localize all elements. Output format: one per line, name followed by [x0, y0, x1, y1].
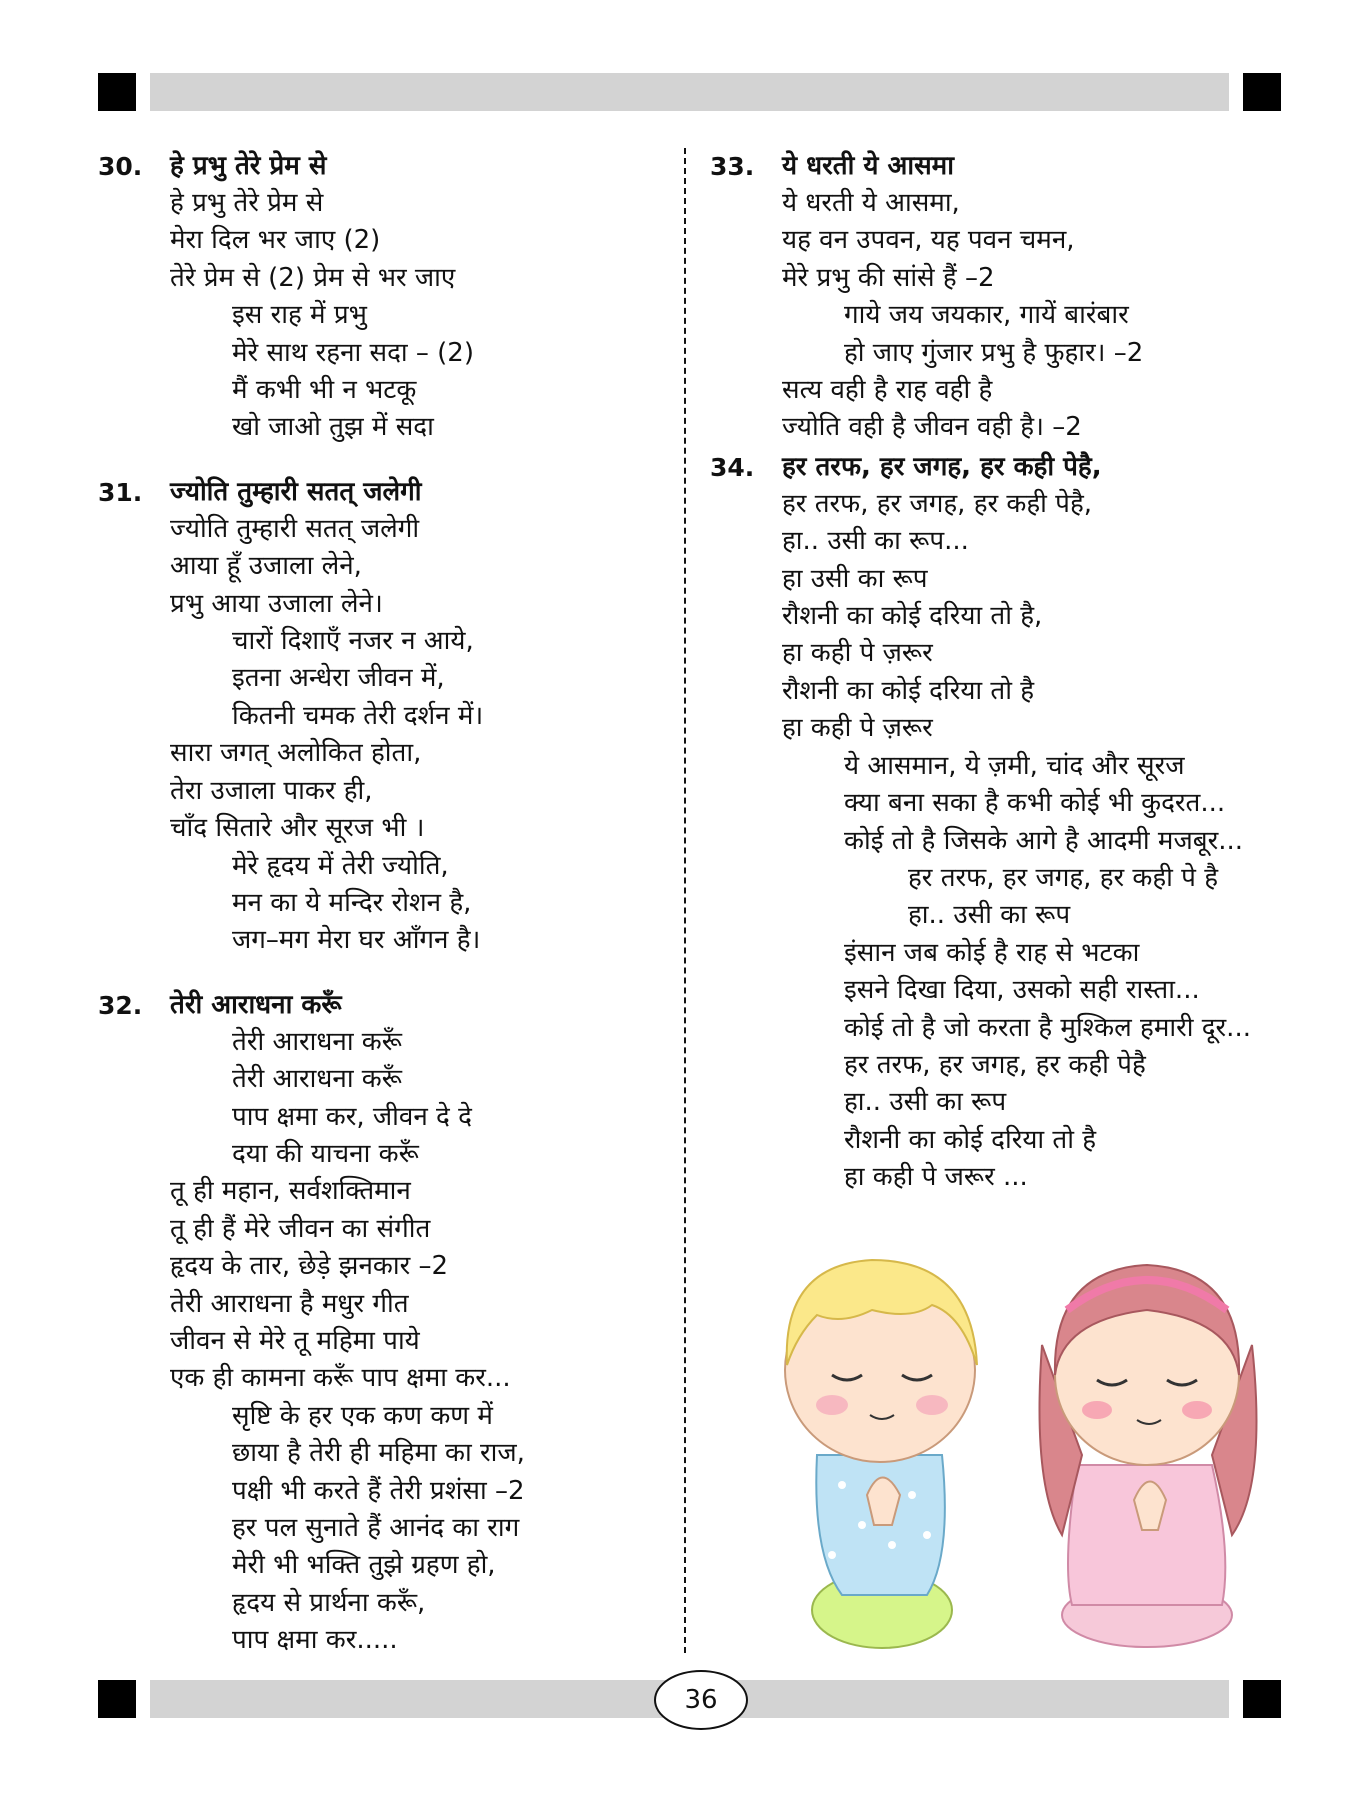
- lyric-line: हो जाए गुंजार प्रभु है फुहार। –2: [844, 337, 1144, 368]
- lyric-line: हा कही पे ज़रूर: [782, 713, 933, 744]
- lyric-line: जीवन से मेरे तू महिमा पाये: [170, 1325, 420, 1356]
- lyric-line: ये धरती ये आसमा,: [782, 188, 960, 218]
- song-33: [710, 148, 1280, 447]
- lyric-line: एक ही कामना करूँ पाप क्षमा कर...: [170, 1363, 511, 1394]
- song-title: तेरी आराधना करूँ: [170, 989, 342, 1020]
- praying-boy-figure: [785, 1260, 977, 1648]
- praying-girl-figure: [1040, 1265, 1257, 1647]
- footer-right-square: [1243, 1680, 1281, 1718]
- lyric-line: चाँद सितारे और सूरज भी ।: [170, 813, 425, 844]
- song-title: ये धरती ये आसमा: [782, 151, 954, 181]
- praying-children-illustration: [762, 1225, 1282, 1655]
- lyric-line: हर तरफ, हर जगह, हर कही पेहै: [844, 1049, 1146, 1080]
- lyric-line: हृदय से प्रार्थना करूँ,: [232, 1587, 426, 1618]
- lyric-line: हा.. उसी का रूप: [844, 1087, 1007, 1118]
- footer-left-square: [98, 1680, 136, 1718]
- lyric-line: ये आसमान, ये ज़मी, चांद और सूरज: [844, 750, 1185, 781]
- song-lyrics: [170, 511, 668, 960]
- lyric-line: तेरे प्रेम से (2) प्रेम से भर जाए: [170, 262, 456, 293]
- lyric-line: कोई तो है जिसके आगे है आदमी मजबूर...: [844, 825, 1244, 856]
- song-34: [710, 449, 1280, 1197]
- lyric-line: इस राह में प्रभु: [232, 300, 367, 331]
- song-30: [98, 148, 668, 447]
- song-lyrics: [782, 486, 1280, 1197]
- lyric-line: जग–मग मेरा घर आँगन है।: [232, 925, 481, 956]
- song-number: 30.: [98, 152, 143, 181]
- lyric-line: हा कही पे जरूर ...: [844, 1162, 1028, 1193]
- lyric-line: आया हूँ उजाला लेने,: [170, 551, 362, 582]
- lyric-line: पाप क्षमा कर.....: [232, 1625, 398, 1656]
- lyric-line: मेरे प्रभु की सांसे हैं –2: [782, 262, 995, 293]
- lyric-line: मैं कभी भी न भटकू: [232, 375, 417, 406]
- song-number: 32.: [98, 990, 143, 1020]
- lyric-line: तेरी आराधना है मधुर गीत: [170, 1288, 409, 1319]
- lyric-line: मेरी भी भक्ति तुझे ग्रहण हो,: [232, 1550, 496, 1581]
- lyric-line: इतना अन्धेरा जीवन में,: [232, 663, 445, 694]
- lyric-line: मन का ये मन्दिर रोशन है,: [232, 887, 472, 918]
- song-lyrics: [170, 1024, 668, 1660]
- lyric-line: रौशनी का कोई दरिया तो है: [844, 1124, 1097, 1155]
- lyric-line: ज्योति तुम्हारी सतत् जलेगी: [170, 513, 420, 544]
- lyric-line: हर पल सुनाते हैं आनंद का राग: [232, 1513, 520, 1543]
- lyric-line: सृष्टि के हर एक कण कण में: [232, 1400, 493, 1431]
- lyric-line: रौशनी का कोई दरिया तो है: [782, 675, 1035, 706]
- lyric-line: गाये जय जयकार, गायें बारंबार: [844, 300, 1129, 331]
- lyric-line: रौशनी का कोई दरिया तो है,: [782, 601, 1043, 632]
- lyric-line: पक्षी भी करते हैं तेरी प्रशंसा –2: [232, 1475, 525, 1506]
- header-left-square: [98, 73, 136, 111]
- lyric-line: हर तरफ, हर जगह, हर कही पेहै,: [782, 488, 1093, 519]
- song-title: हर तरफ, हर जगह, हर कही पेहै,: [782, 451, 1102, 482]
- header-right-square: [1243, 73, 1281, 111]
- lyric-line: ज्योति वही है जीवन वही है। –2: [782, 412, 1082, 443]
- lyric-line: इसने दिखा दिया, उसको सही रास्ता...: [844, 975, 1200, 1006]
- lyric-line: तेरी आराधना करूँ: [232, 1026, 402, 1057]
- lyric-line: चारों दिशाएँ नजर न आये,: [232, 626, 474, 657]
- lyric-line: कोई तो है जो करता है मुश्किल हमारी दूर...: [844, 1012, 1251, 1043]
- lyric-line: मेरा दिल भर जाए (2): [170, 225, 381, 256]
- lyric-line: हृदय के तार, छेड़े झनकार –2: [170, 1251, 449, 1282]
- lyric-line: हा.. उसी का रूप: [908, 900, 1071, 931]
- song-title: ज्योति तुम्हारी सतत् जलेगी: [170, 476, 422, 507]
- lyric-line: हा कही पे ज़रूर: [782, 638, 933, 669]
- column-divider: [684, 148, 686, 1653]
- song-32: [98, 987, 668, 1660]
- lyric-line: छाया है तेरी ही महिमा का राज,: [232, 1438, 525, 1469]
- lyric-line: पाप क्षमा कर, जीवन दे दे: [232, 1101, 472, 1132]
- lyric-line: हे प्रभु तेरे प्रेम से: [170, 188, 324, 218]
- lyric-line: प्रभु आया उजाला लेने।: [170, 588, 383, 619]
- header-bar: [98, 73, 1281, 111]
- lyric-line: मेरे साथ रहना सदा – (2): [232, 337, 474, 368]
- song-31: [98, 474, 668, 960]
- song-number: 33.: [710, 152, 755, 181]
- left-column: [98, 148, 668, 1660]
- lyric-line: यह वन उपवन, यह पवन चमन,: [782, 225, 1075, 256]
- lyric-line: हर तरफ, हर जगह, हर कही पे है: [908, 862, 1219, 893]
- lyric-line: हा.. उसी का रूप...: [782, 526, 969, 557]
- lyric-line: इंसान जब कोई है राह से भटका: [844, 937, 1140, 968]
- page-number: 36: [654, 1670, 748, 1730]
- lyric-line: तू ही हैं मेरे जीवन का संगीत: [170, 1213, 431, 1244]
- song-number: 34.: [710, 452, 755, 482]
- lyric-line: तेरा उजाला पाकर ही,: [170, 775, 373, 806]
- header-strip: [150, 73, 1229, 111]
- lyric-line: दया की याचना करूँ: [232, 1138, 419, 1169]
- lyric-line: सत्य वही है राह वही है: [782, 375, 993, 406]
- lyric-line: खो जाओ तुझ में सदा: [232, 412, 434, 443]
- lyric-line: हा उसी का रूप: [782, 563, 928, 594]
- lyric-line: सारा जगत् अलोकित होता,: [170, 738, 422, 769]
- lyric-line: तू ही महान, सर्वशक्तिमान: [170, 1176, 411, 1207]
- song-number: 31.: [98, 477, 143, 507]
- right-column: [710, 148, 1280, 1197]
- song-lyrics: [170, 185, 668, 447]
- lyric-line: क्या बना सका है कभी कोई भी कुदरत...: [844, 788, 1226, 819]
- lyric-line: मेरे हृदय में तेरी ज्योति,: [232, 850, 449, 881]
- lyric-line: कितनी चमक तेरी दर्शन में।: [232, 700, 484, 731]
- lyric-line: तेरी आराधना करूँ: [232, 1064, 402, 1095]
- song-lyrics: [782, 185, 1280, 447]
- song-title: हे प्रभु तेरे प्रेम से: [170, 151, 327, 181]
